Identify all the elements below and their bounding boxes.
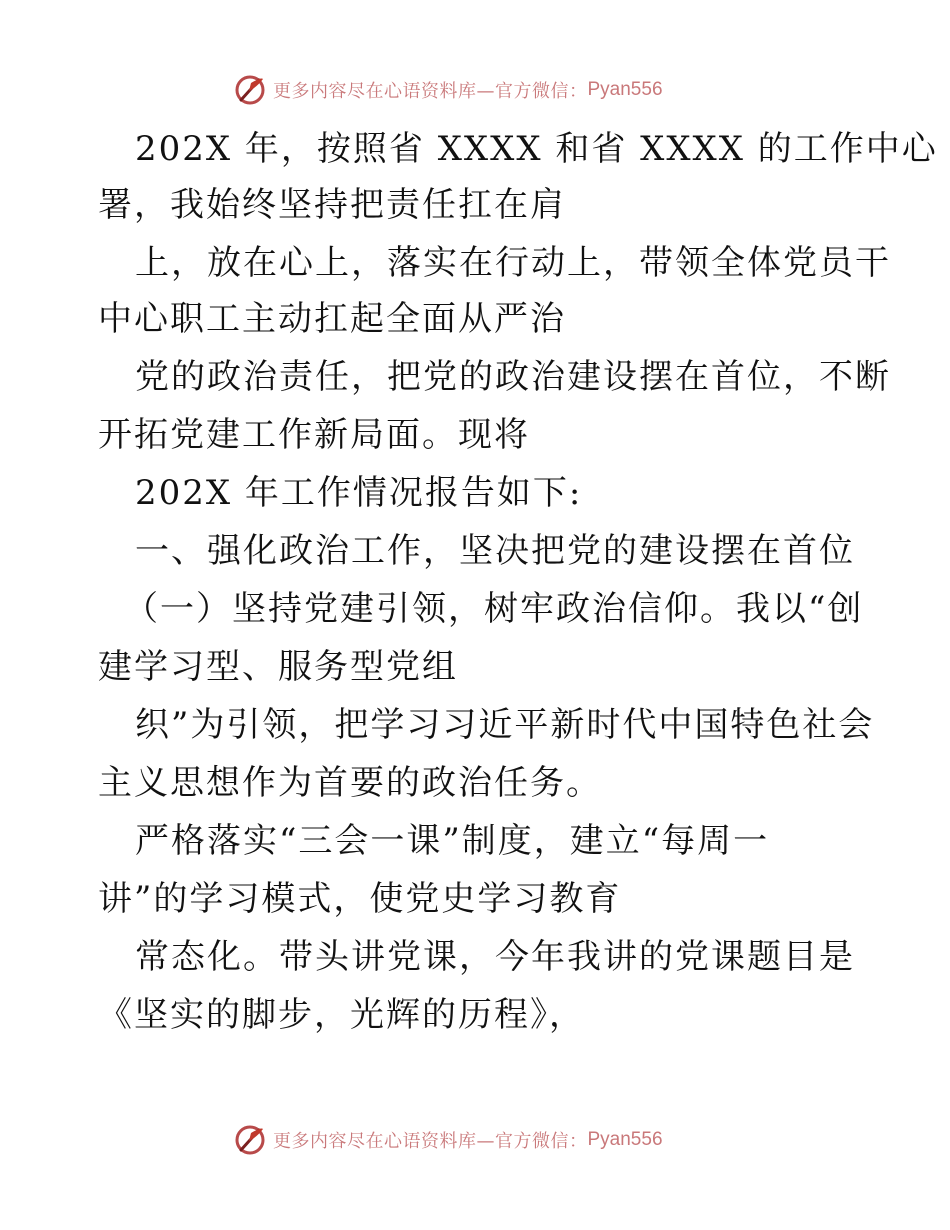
banner-handle: Pyan556 — [587, 1129, 663, 1150]
section-heading: 一、强化政治工作，坚决把党的建设摆在首位 — [135, 531, 855, 571]
quill-logo-icon — [233, 73, 267, 107]
body-line: 主义思想作为首要的政治任务。 — [98, 763, 602, 803]
body-line: 织”为引领，把学习习近平新时代中国特色社会 — [135, 705, 875, 745]
body-line: 严格落实“三会一课”制度，建立“每周一 — [135, 821, 770, 861]
footer-watermark-banner — [233, 1122, 663, 1158]
body-line: 202X 年工作情况报告如下: — [135, 473, 583, 513]
body-line: 讲”的学习模式，使党史学习教育 — [98, 879, 622, 919]
quill-logo-icon — [233, 1123, 267, 1157]
body-line: 党的政治责任，把党的政治建设摆在首位，不断 — [135, 357, 891, 397]
body-line: 中心职工主动扛起全面从严治 — [98, 299, 566, 339]
body-line: 建学习型、服务型党组 — [98, 647, 458, 687]
subsection-heading: （一）坚持党建引领，树牢政治信仰。我以“创 — [124, 589, 864, 629]
banner-text: 更多内容尽在心语资料库—官方微信： — [273, 81, 588, 102]
banner-text: 更多内容尽在心语资料库—官方微信： — [273, 1131, 588, 1152]
body-line: 上，放在心上，落实在行动上，带领全体党员干 — [135, 243, 891, 283]
body-line: 开拓党建工作新局面。现将 — [98, 415, 530, 455]
banner-handle: Pyan556 — [587, 79, 663, 100]
body-line: 《坚实的脚步，光辉的历程》， — [98, 995, 585, 1035]
body-line: 202X 年，按照省 XXXX 和省 XXXX 的工作中心 — [135, 129, 938, 169]
body-line: 署，我始终坚持把责任扛在肩 — [98, 185, 566, 225]
header-watermark-banner — [233, 72, 663, 108]
body-line: 常态化。带头讲党课，今年我讲的党课题目是 — [135, 937, 855, 977]
